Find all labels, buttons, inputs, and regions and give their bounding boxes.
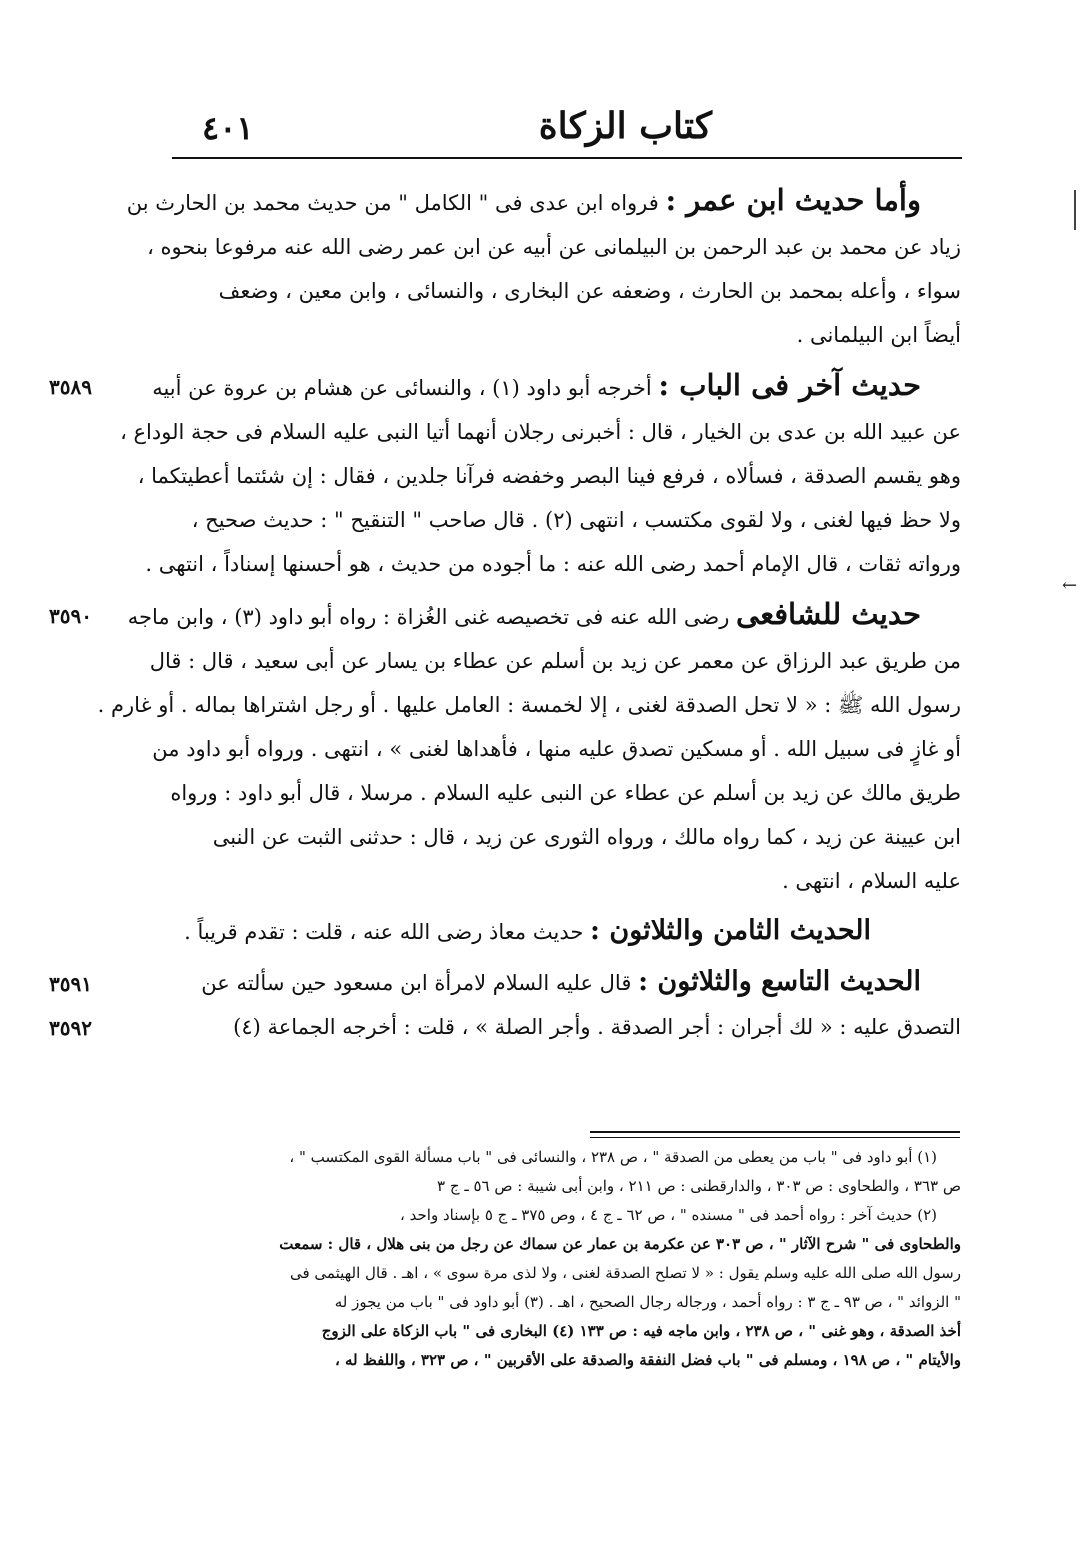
- footnote-rule: [590, 1131, 960, 1133]
- text-line: سواء ، وأعله بمحمد بن الحارث ، وضعفه عن البخارى ، والنسائى ، وابن معين ، وضعف: [218, 279, 961, 303]
- hadith-number: ٣٥٩٠: [49, 604, 92, 628]
- text-line: رسول الله ﷺ : « لا تحل الصدقة لغنى ، إلا لخمسة : العامل عليها . أو رجل اشتراها بماله . أو غارم .: [97, 693, 961, 717]
- paragraph-lead: الحديث التاسع والثلاثون :: [638, 966, 921, 997]
- hadith-number: ٣٥٩٢: [49, 1016, 92, 1040]
- text-line: أيضاً ابن البيلمانى .: [796, 323, 961, 347]
- text-line: الحديث الثامن والثلاثون : حديث معاذ رضى الله عنه ، قلت : تقدم قريباً .: [184, 915, 871, 946]
- footnote-line: والطحاوى فى " شرح الآثار " ، ص ٣٠٣ عن عكرمة بن عمار عن سماك عن رجل من بنى هلال ، قال : سمعت: [279, 1235, 961, 1253]
- paragraph-hadith-38: [51, 909, 961, 954]
- footnote-line: (١) أبو داود فى " باب من يعطى من الصدقة " ، ص ٢٣٨ ، والنسائى فى " باب مسألة القوى المكتسب " ،: [289, 1148, 937, 1166]
- text-line: عن عبيد الله بن عدى بن الخيار ، قال : أخبرنى رجلان أنهما أتيا النبى عليه السلام فى حجة الوداع ،: [120, 420, 961, 444]
- footnote-rule-thin: [590, 1137, 960, 1138]
- hadith-number: ٣٥٨٩: [49, 375, 92, 399]
- footnote-line: (٢) حديث آخر : رواه أحمد فى " مسنده " ، ص ٦٢ ـ ج ٤ ، وص ٣٧٥ ـ ج ٥ بإسناد واحد ،: [400, 1206, 937, 1224]
- footnote-line: رسول الله صلى الله عليه وسلم يقول : « لا تصلح الصدقة لغنى ، ولا لذى مرة سوى » ، اهـ . قال الهيثمى فى: [289, 1264, 961, 1282]
- paragraph-lead: حديث للشافعى: [736, 597, 921, 631]
- book-title: كتاب الزكاة: [538, 105, 712, 147]
- main-text: [51, 178, 961, 1049]
- header-rule: [172, 157, 962, 159]
- margin-arrow-mark: ←: [1062, 575, 1078, 596]
- page-number: ٤٠١: [202, 109, 254, 147]
- text-line: من طريق عبد الرزاق عن معمر عن زيد بن أسلم عن عطاء بن يسار عن أبى سعيد ، قال : قال: [149, 649, 961, 673]
- text-line: وهو يقسم الصدقة ، فسألاه ، فرفع فينا البصر وخفضه فرآنا جلدين ، فقال : إن شئتما أعطيتكما ،: [137, 464, 961, 488]
- paragraph-ibn-umar: [51, 178, 961, 357]
- text-line: طريق مالك عن زيد بن أسلم عن عطاء عن النبى عليه السلام . مرسلا ، قال أبو داود : ورواه: [170, 781, 961, 805]
- text-line: أو غازٍ فى سبيل الله . أو مسكين تصدق عليه منها ، فأهداها لغنى » ، انتهى . ورواه أبو داود من: [152, 737, 961, 761]
- text-line: الحديث التاسع والثلاثون : قال عليه السلام لامرأة ابن مسعود حين سألته عن: [201, 966, 921, 997]
- paragraph-lead: الحديث الثامن والثلاثون :: [590, 915, 871, 946]
- paragraph-hadith-39: [51, 960, 961, 1049]
- text-line: ابن عيينة عن زيد ، كما رواه مالك ، ورواه الثورى عن زيد ، قال : حدثنى الثبت عن النبى: [212, 825, 961, 849]
- footnote-line: ص ٣٦٣ ، والطحاوى : ص ٣٠٣ ، والدارقطنى : ص ٢١١ ، وابن أبى شيبة : ص ٥٦ ـ ج ٣: [437, 1177, 961, 1195]
- footnotes: [181, 1143, 961, 1375]
- text-line: ورواته ثقات ، قال الإمام أحمد رضى الله عنه : ما أجوده من حديث ، هو أحسنها إسناداً ، انتهى .: [145, 552, 961, 576]
- hadith-number: ٣٥٩١: [49, 972, 92, 996]
- text-line: حديث آخر فى الباب : أخرجه أبو داود (١) ، والنسائى عن هشام بن عروة عن أبيه: [152, 368, 921, 402]
- paragraph-shafii: [51, 592, 961, 903]
- text-line: زياد عن محمد بن عبد الرحمن بن البيلمانى عن أبيه عن ابن عمر رضى الله عنه مرفوعا بنحوه ،: [147, 235, 961, 259]
- footnote-line: والأيتام " ، ص ١٩٨ ، ومسلم فى " باب فضل النفقة والصدقة على الأقربين " ، ص ٣٢٣ ، واللفظ له ،: [334, 1351, 961, 1369]
- text-line: وأما حديث ابن عمر : فرواه ابن عدى فى " الكامل " من حديث محمد بن الحارث بن: [126, 183, 921, 217]
- footnote-line: أخذ الصدقة ، وهو غنى " ، ص ٢٣٨ ، وابن ماجه فيه : ص ١٣٣ (٤) البخارى فى " باب الزكاة على الزوج: [321, 1322, 961, 1340]
- paragraph-lead: حديث آخر فى الباب :: [658, 368, 921, 402]
- margin-mark: [1074, 190, 1076, 230]
- text-line: عليه السلام ، انتهى .: [782, 869, 961, 893]
- text-line: ولا حظ فيها لغنى ، ولا لقوى مكتسب ، انتهى (٢) . قال صاحب " التنقيح " : حديث صحيح ،: [191, 508, 961, 532]
- running-header: [172, 95, 962, 155]
- paragraph-lead: وأما حديث ابن عمر :: [665, 183, 921, 217]
- text-line: التصدق عليه : « لك أجران : أجر الصدقة . وأجر الصلة » ، قلت : أخرجه الجماعة (٤): [233, 1015, 961, 1039]
- footnote-line: " الزوائد " ، ص ٩٣ ـ ج ٣ : رواه أحمد ، ورجاله رجال الصحيح ، اهـ . (٣) أبو داود فى " باب من يجوز له: [334, 1293, 961, 1311]
- paragraph-hadith-akhar: [51, 363, 961, 586]
- text-line: حديث للشافعى رضى الله عنه فى تخصيصه غنى الغُزاة : رواه أبو داود (٣) ، وابن ماجه: [127, 597, 921, 631]
